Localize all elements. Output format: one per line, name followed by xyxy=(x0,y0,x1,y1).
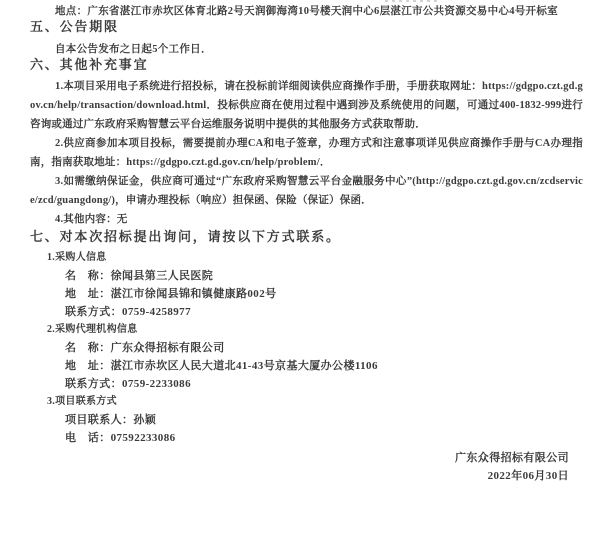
cropped-text-remnant xyxy=(385,0,437,2)
purchaser-info-title: 1.采购人信息 xyxy=(47,252,107,263)
signature-block xyxy=(30,449,583,485)
purchaser-phone-line: 联系方式：0759-4258977 xyxy=(65,306,191,318)
bid-opening-location-line: 地点：广东省湛江市赤坎区体育北路2号天润御海湾10号楼天润中心6层湛江市公共资源交易中心4号开标室 xyxy=(55,6,558,17)
signature-company: 广东众得招标有限公司 xyxy=(455,452,569,464)
section-5-heading: 五、公告期限 xyxy=(30,19,119,34)
agency-info-title: 2.采购代理机构信息 xyxy=(47,324,138,335)
project-contact-title: 3.项目联系方式 xyxy=(47,396,117,407)
section-6-item-3: 3.如需缴纳保证金，供应商可通过“广东政府采购智慧云平台金融服务中心”(http://gdgpo.czt.gd.gov.cn/zcdservice/zcd/guangdong/)，申请办理投标（响应）担保函、保险（保证）保函． xyxy=(30,176,583,206)
section-5-body: 自本公告发布之日起5个工作日． xyxy=(55,44,212,55)
project-contact-person-line: 项目联系人：孙颖 xyxy=(65,414,157,426)
signature-date: 2022年06月30日 xyxy=(487,470,569,482)
contact-groups xyxy=(30,249,583,447)
section-6-heading: 六、其他补充事宜 xyxy=(30,57,149,72)
agency-phone-line: 联系方式：0759-2233086 xyxy=(65,378,191,390)
agency-address-line: 地 址：湛江市赤坎区人民大道北41-43号京基大厦办公楼1106 xyxy=(65,360,378,372)
section-6-item-4: 4.其他内容：无 xyxy=(55,214,128,225)
agency-name-line: 名 称：广东众得招标有限公司 xyxy=(65,342,225,354)
purchaser-name-line: 名 称：徐闻县第三人民医院 xyxy=(65,270,214,282)
section-6-item-2: 2.供应商参加本项目投标，需要提前办理CA和电子签章，办理方式和注意事项详见供应商操作手册与CA办理指南，指南获取地址：https://gdgpo.czt.gd.gov.cn/help/problem/． xyxy=(30,138,583,168)
section-7-heading: 七、对本次招标提出询问，请按以下方式联系。 xyxy=(30,229,341,244)
project-phone-line: 电 话：07592233086 xyxy=(65,432,176,444)
section-6-item-1: 1.本项目采用电子系统进行招投标，请在投标前详细阅读供应商操作手册，手册获取网址：https://gdgpo.czt.gd.gov.cn/help/transaction/download.html．投标供应商在使用过程中遇到涉及系统使用的问题，可通过400-1832-999进行咨询或通过广东政府采购智慧云平台运维服务说明中提供的其他服务方式获取帮助． xyxy=(30,81,583,130)
purchaser-address-line: 地 址：湛江市徐闻县锦和镇健康路002号 xyxy=(65,288,277,300)
